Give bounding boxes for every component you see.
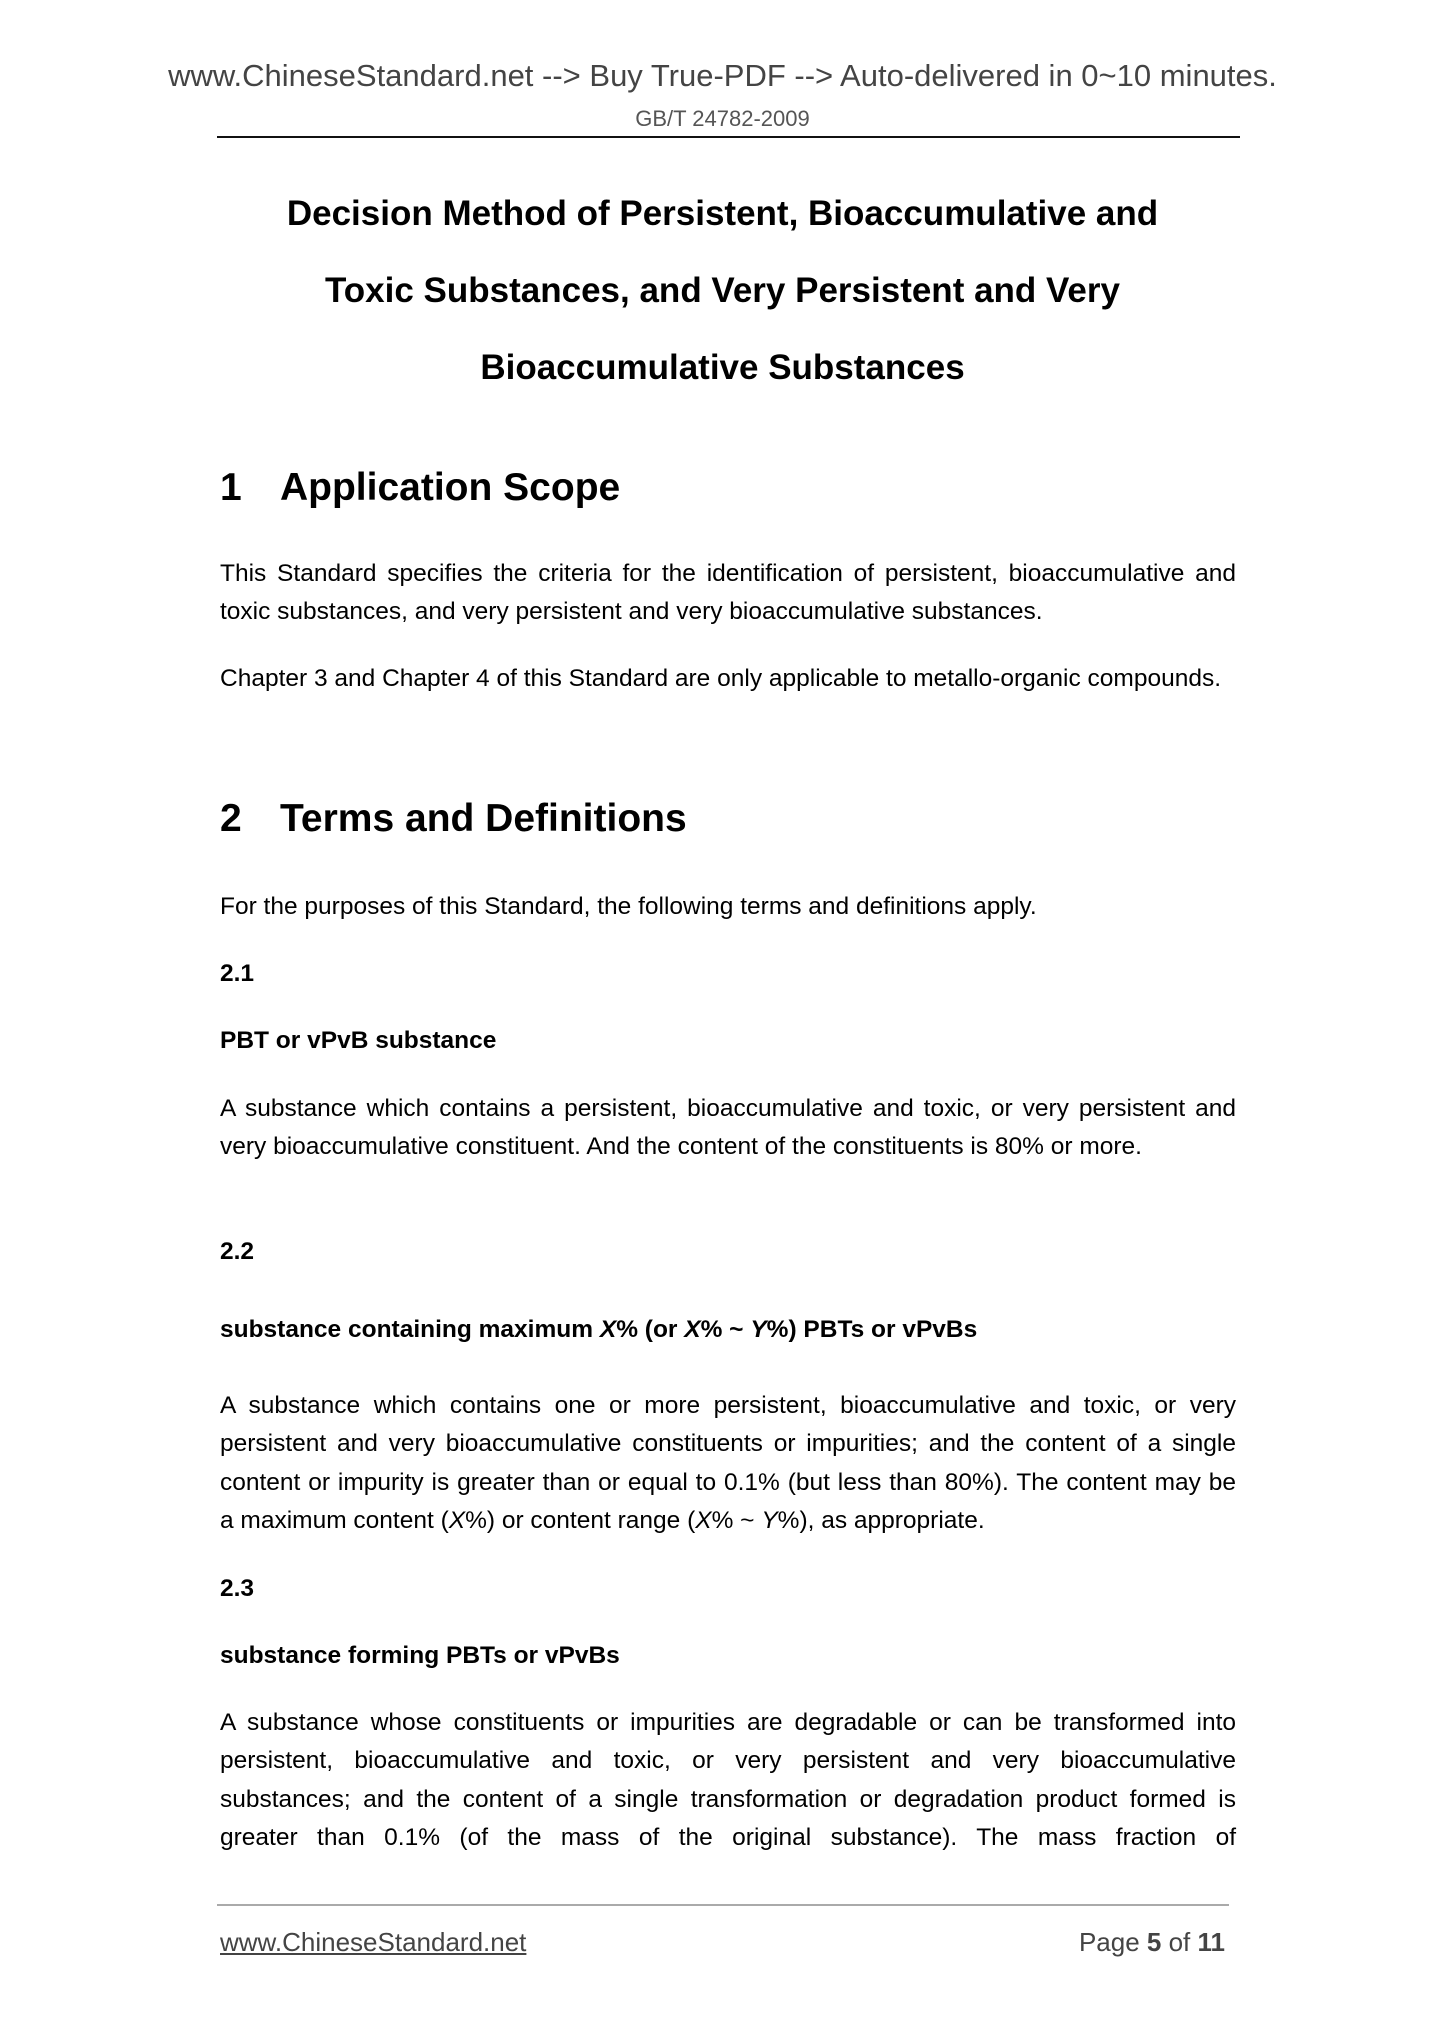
term-text: % (or — [616, 1316, 685, 1343]
term-2-3-name: substance forming PBTs or vPvBs — [220, 1642, 620, 1669]
variable-x: X — [695, 1506, 712, 1534]
definition-text: %) or content range ( — [465, 1506, 696, 1534]
term-2-2-definition — [220, 1387, 1236, 1540]
term-2-2-name — [220, 1316, 977, 1344]
definition-text: %), as appropriate. — [777, 1506, 985, 1534]
footer-divider — [217, 1904, 1229, 1906]
definition-text: % ~ — [711, 1506, 762, 1534]
variable-x: X — [684, 1316, 701, 1343]
header-banner: www.ChineseStandard.net --> Buy True-PDF --> Auto-delivered in 0~10 minutes. — [168, 58, 1277, 93]
term-2-1-number: 2.1 — [220, 960, 255, 987]
standard-code: GB/T 24782-2009 — [635, 106, 810, 131]
section-2-heading — [220, 797, 687, 841]
section-number: 1 — [220, 466, 242, 509]
term-text: substance containing maximum — [220, 1316, 600, 1343]
term-2-1-definition — [220, 1090, 1236, 1167]
variable-x: X — [599, 1316, 617, 1343]
section-number: 2 — [220, 797, 242, 840]
page-indicator — [1079, 1927, 1225, 1958]
paragraph-text: Chapter 3 and Chapter 4 of this Standard are only applicable to metallo-organic compounds. — [220, 665, 1222, 692]
term-2-2-number: 2.2 — [220, 1238, 255, 1265]
term-text: % ~ — [700, 1316, 751, 1343]
page-label: of — [1161, 1927, 1198, 1957]
variable-y: Y — [750, 1316, 767, 1343]
section-title: Application Scope — [280, 466, 621, 509]
term-2-3-number: 2.3 — [220, 1575, 255, 1602]
document-title-line-2: Toxic Substances, and Very Persistent and Very — [325, 271, 1120, 310]
term-2-3-definition — [220, 1704, 1236, 1857]
paragraph-text — [220, 1387, 1236, 1540]
total-page-count: 11 — [1197, 1927, 1225, 1957]
variable-y: Y — [761, 1506, 778, 1534]
document-title-line-3: Bioaccumulative Substances — [480, 348, 965, 387]
header-divider — [217, 136, 1240, 138]
definition-text: A substance which contains one or more persistent, bioaccumulative and toxic, or very persistent and very bioaccumulative constituents or impurities; and the content of a single content or impurity is greater than or equal to 0.1% (but less than 80%). The content may be a maximum content ( — [220, 1392, 1236, 1534]
paragraph-text: A substance which contains a persistent, bioaccumulative and toxic, or very persistent and very bioaccumulative constituent. And the content of the constituents is 80% or more. — [220, 1095, 1236, 1161]
paragraph-text: For the purposes of this Standard, the following terms and definitions apply. — [220, 893, 1037, 920]
page-label: Page — [1078, 1927, 1147, 1957]
section-1-paragraph-2 — [220, 660, 1236, 698]
term-2-1-name: PBT or vPvB substance — [220, 1027, 497, 1054]
section-title: Terms and Definitions — [280, 797, 687, 840]
section-1-heading — [220, 466, 620, 510]
footer-website-link[interactable]: www.ChineseStandard.net — [220, 1927, 527, 1957]
term-text: %) PBTs or vPvBs — [766, 1316, 978, 1343]
variable-x: X — [448, 1506, 466, 1534]
section-2-intro — [220, 888, 1236, 926]
section-1-paragraph-1 — [220, 555, 1236, 632]
paragraph-text: A substance whose constituents or impurities are degradable or can be transformed into persistent, bioaccumulative and toxic, or very persistent and very bioaccumulative substances; and the content of a single transformation or degradation product formed is greater than 0.1% (of the mass of the original substance). The mass fraction of — [220, 1709, 1236, 1851]
current-page-number: 5 — [1146, 1927, 1162, 1957]
document-title-line-1: Decision Method of Persistent, Bioaccumulative and — [286, 194, 1159, 233]
paragraph-text: This Standard specifies the criteria for the identification of persistent, bioaccumulative and toxic substances, and very persistent and very bioaccumulative substances. — [220, 560, 1236, 626]
